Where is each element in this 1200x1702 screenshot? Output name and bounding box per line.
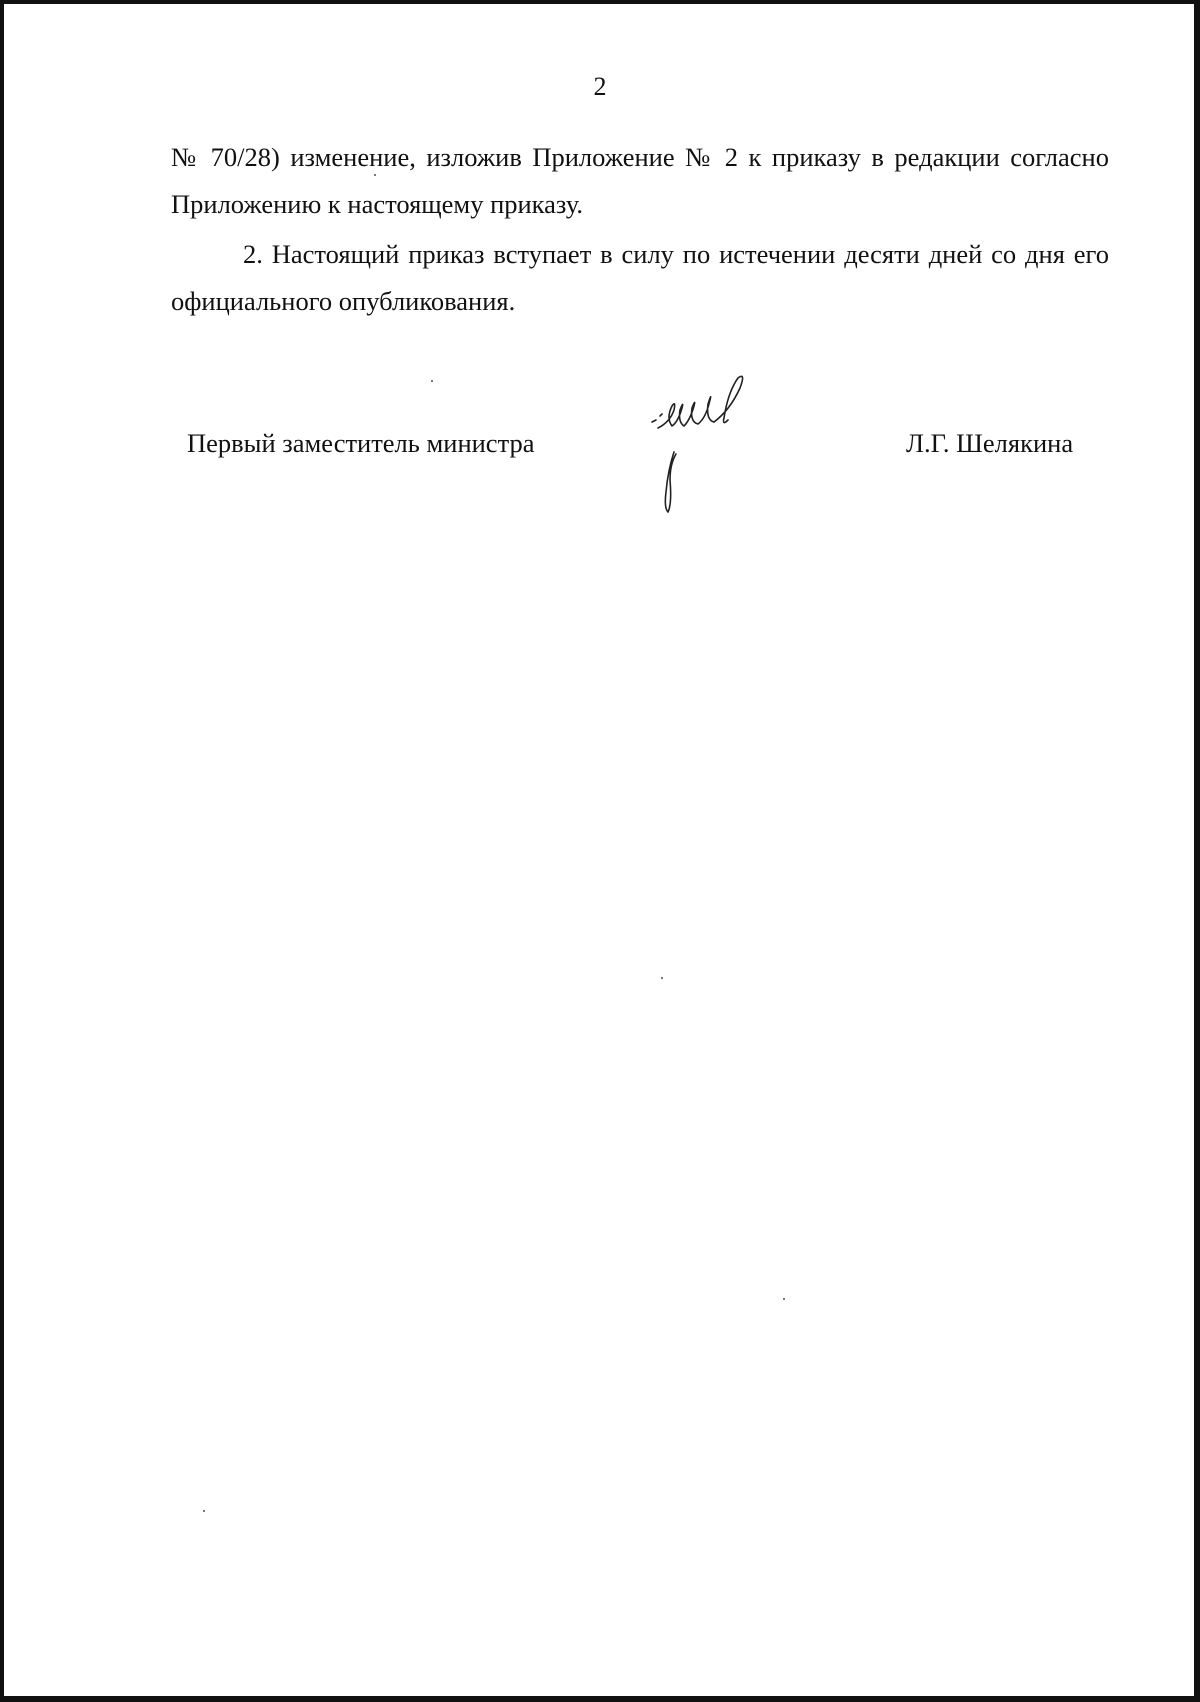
document-body xyxy=(171,134,1109,324)
scan-speck xyxy=(661,977,663,979)
page-number: 2 xyxy=(593,72,607,101)
scan-speck xyxy=(203,1510,205,1512)
scan-speck xyxy=(374,174,376,176)
paragraph-item-2: 2. Настоящий приказ вступает в силу по истечении десяти дней со дня его официального опубликования. xyxy=(171,239,1109,316)
scan-speck xyxy=(783,1298,785,1300)
signatory-name: Л.Г. Шелякина xyxy=(906,428,1074,458)
signatory-position: Первый заместитель министра xyxy=(187,428,535,458)
scan-speck xyxy=(431,380,433,382)
paragraph-continuation: № 70/28) изменение, изложив Приложение № 2 к приказу в редакции согласно Приложению к настоящему приказу. xyxy=(171,142,1109,219)
handwritten-signature xyxy=(650,370,780,535)
